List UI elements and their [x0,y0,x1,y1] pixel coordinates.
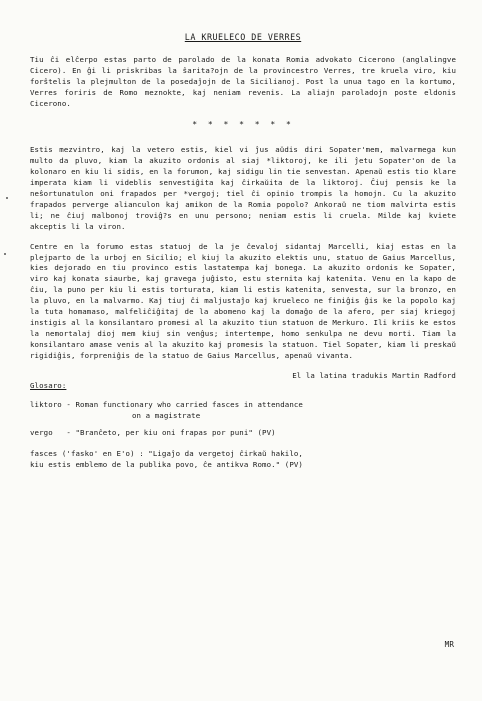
glossary-entry-liktoro [30,400,456,411]
page-title: LA KRUELECO DE VERRES [184,32,302,42]
spacer [30,439,456,449]
section-separator: * * * * * * * [192,120,294,130]
scan-speck [6,197,8,199]
author-initials: MR [444,640,454,649]
body-paragraph-1: Estis mezvintro, kaj la vetero estis, kiel vi ĵus aŭdis diri Sopater'mem, malvarmega kun multo da pluvo, kiam la akuzito ordonis al siaj *liktoroj, ke ili ĵetu Sopater'on de la kolonaro en kiu li sidis, en la forumon, kaj sidigu lin tie senvestan. Apenaŭ estis tio klare imperata kiam li videblis senvestiĝita kaj ĉirkaŭita de la liktoroj. Ĉiuj pensis ke la neŝortunatulon oni frapados per *vergoj; tiel ĉi opinio trompis la homojn. Cu la akuzito frapados perverge alianculon kaj amikon de la Romia popolo? Ankoraŭ ne tiom malvirta estis li; ne ĉiuj malbonoj troviĝ?s en unu persono; neniam estis li cruela. Milde kaj kviete akceptis li la viron. [30,145,456,231]
glossary-definition: "Branĉeto, per kiu oni frapas por puni" (PV) [75,428,276,438]
glossary-definition-continued: on a magistrate [132,411,201,421]
glossary-term: vergo - [30,428,76,438]
translator-credit: El la latina tradukis Martin Radford [292,370,456,380]
scan-speck [4,253,6,255]
glossary-definition: Roman functionary who carried fasces in attendance [75,400,303,410]
glossary-term: liktoro - [30,400,76,410]
glossary-entry-fasces: fasces ('fasko' en E'o) : "Ligaĵo da vergetoj ĉirkaŭ hakilo, [30,449,303,459]
glossary-entry-fasces-continued: kiu estis emblemo de la publika povo, ĉe antikva Romo." (PV) [30,460,303,469]
glossary-entry-vergo [30,428,456,439]
glossary-heading: Glosaro: [30,381,67,391]
intro-paragraph: Tiu ĉi elĉerpo estas parto de parolado de la konata Romia advokato Cicerono (anglalingve Cicero). En ĝi li priskribas la ŝarita?ojn de la provincestro Verres, tre kruela viro, kiu forŝtelis la plejmulton de la posedaĵojn de la Sicilianoj. Post la unua tago en la kortumo, Verres foriris de Romo meznokte, kaj neniam revenis. La aliajn paroladojn poste eldonis Cicerono. [30,54,456,108]
body-paragraph-2: Centre en la forumo estas statuoj de la je ĉevaloj sidantaj Marcelli, kiaj estas en la plejparto de la urboj en Sicilio; el kiuj la akuzito elektis unu, statuo de Gaius Marcellus, kies dejorado en tiu provinco estis lastatempa kaj bonega. La akuzito ordonis ke Sopater, viro kaj konata siaurbe, kaj gravega juĝisto, estu sternita kaj katenita. Venu en la kapo de ĉiu, la puno per kiu li estis torturata, kiam li estis katenita, senvesta, sur la bronzo, en la pluvo, en la malvarmo. Kaj tiuj ĉi maljustaĵo kaj krueleco ne finiĝis ĝis ke la popolo kaj la tuta homamaso, malfeliĉiĝitaj de la abomeno kaj la domaĝo de la afero, per siaj kriegoj instigis al la konsilantaro promesi al la akuzito tiun statuon de Merkuro. Ili kriis ke estos la nemortalaj dioj mem kiuj sin venĝus; intertempe, homo senkulpa ne devu morti. Tiam la konsilantaro amase venis al la akuzito kaj promesis la statuon. Tiel Sopater, kiam li preskaŭ rigidiĝis, forpreniĝis de la statuo de Gaius Marcellus, apenaŭ vivanta. [30,241,456,360]
